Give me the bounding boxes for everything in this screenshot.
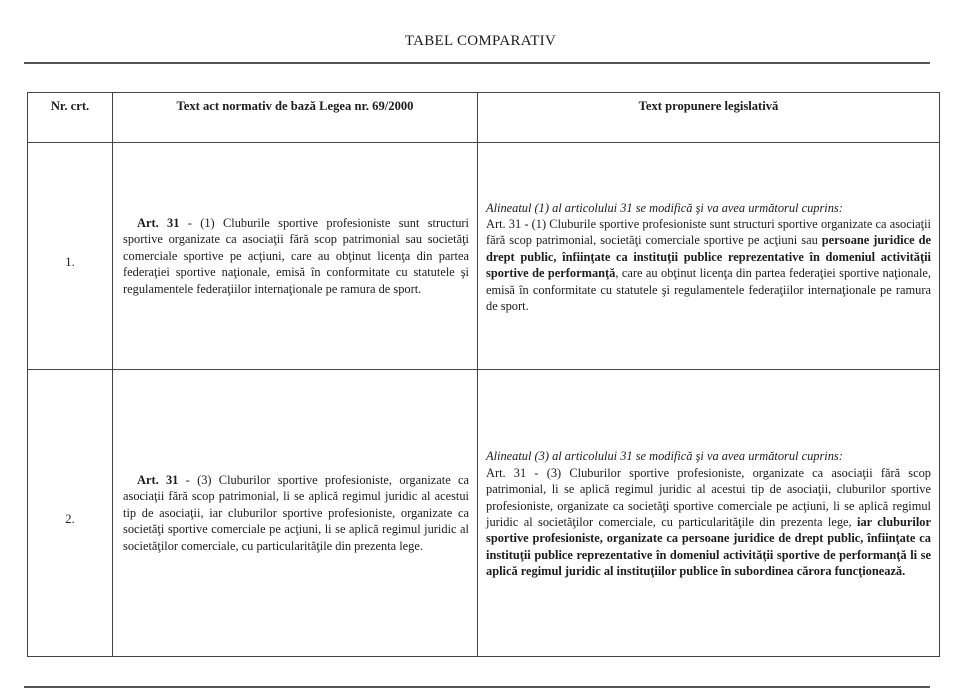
- page-title: TABEL COMPARATIV: [404, 33, 557, 49]
- base-text: - (1) Cluburile sportive profesioniste sunt structuri sportive organizate ca asociaţii fără scop patrimonial sau societăţi comerciale sportive pe acţiuni, care au obţinut licenţa din partea federaţiei sportive naţionale, emisă în conformitate cu statutele şi regulamentele federaţiilor internaţionale pe ramura de sport.: [123, 215, 469, 296]
- table-header-row: [28, 93, 940, 143]
- base-text-cell: [113, 370, 478, 657]
- proposal-text: Art. 31 - (1) Cluburile sportive profesioniste sunt structuri sportive organizate ca asociaţii fără scop patrimonial, societăţi comerciale sportive pe acţiuni sau: [486, 216, 931, 248]
- table-row: [28, 143, 940, 370]
- header-base-text: Text act normativ de bază Legea nr. 69/2000: [113, 93, 478, 143]
- proposal-text: Art. 31 - (3) Cluburilor sportive profesioniste, organizate ca asociaţii fără scop patrimonial, li se aplică regimul juridic al acestui tip de asociaţii, cluburilor sportive profesioniste, organizate ca societăţi sportive comerciale pe acţiuni, li se aplică regimul juridic al societăţilor comerciale, cu particularităţile din prezenta lege,: [486, 465, 931, 529]
- row-number: [28, 370, 113, 657]
- header-proposal-text: Text propunere legislativă: [478, 93, 940, 143]
- top-rule: [24, 62, 930, 64]
- table-row: [28, 370, 940, 657]
- article-heading: Art. 31: [137, 215, 180, 230]
- base-text-paragraph: [123, 472, 469, 554]
- amendment-intro: Alineatul (1) al articolului 31 se modifică şi va avea următorul cuprins:: [486, 200, 843, 215]
- proposal-text-cell: [478, 370, 940, 657]
- comparison-table: [27, 92, 940, 657]
- base-text-cell: [113, 143, 478, 370]
- proposal-text-end: , care au obţinut licenţa din partea federaţiei sportive naţionale, emisă în conformitate cu statutele şi regulamentele federaţiilor internaţionale pe ramura de sport.: [486, 266, 931, 314]
- proposal-bold-text: persoane juridice de drept public, înfiinţate ca instituţii publice reprezentative în domeniul activităţii sportive de performanţă: [486, 233, 931, 281]
- article-heading: Art. 31: [137, 472, 179, 487]
- row-number-text: 2.: [65, 511, 75, 526]
- bottom-rule: [24, 686, 930, 688]
- proposal-bold-text: iar cluburilor sportive profesioniste, organizate ca persoane juridice de drept public, înfiinţate ca instituţii publice reprezentative în domeniul activităţii sportive de performanţă li se aplică regimul juridic al instituţiilor publice în subordinea cărora funcţionează.: [486, 515, 931, 579]
- proposal-text-cell: [478, 143, 940, 370]
- base-text-paragraph: [123, 215, 469, 297]
- base-text: - (3) Cluburilor sportive profesioniste, organizate ca asociaţii fără scop patrimonial, li se aplică regimul juridic al acestui tip de asociaţii, iar cluburilor sportive profesioniste, organizate ca societăţi sportive comerciale pe acţiuni, li se aplică regimul juridic al societăţilor comerciale, cu particularităţile din prezenta lege.: [123, 472, 469, 553]
- amendment-intro: Alineatul (3) al articolului 31 se modifică şi va avea următorul cuprins:: [486, 449, 843, 464]
- row-number: [28, 143, 113, 370]
- row-number-text: 1.: [65, 254, 75, 269]
- header-nr: Nr. crt.: [28, 93, 113, 143]
